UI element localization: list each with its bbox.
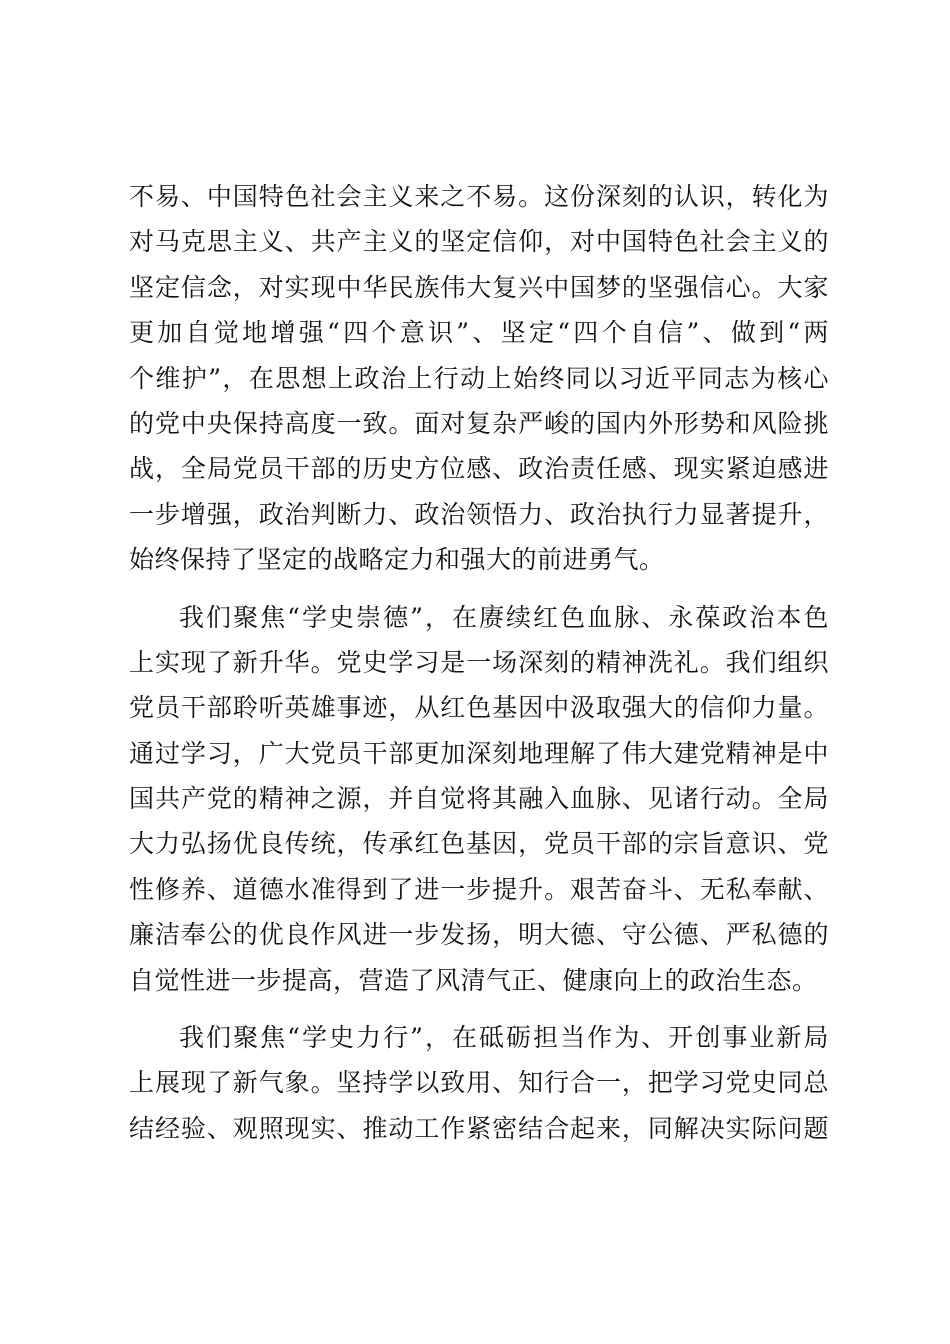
text-line: 上展现了新气象。坚持学以致用、知行合一，把学习党史同总 — [129, 1068, 829, 1098]
text-line: 大力弘扬优良传统，传承红色基因，党员干部的宗旨意识、党 — [129, 829, 829, 859]
text-line: 性修养、道德水准得到了进一步提升。艰苦奋斗、无私奉献、 — [129, 874, 829, 904]
text-line: 的党中央保持高度一致。面对复杂严峻的国内外形势和风险挑 — [129, 408, 829, 438]
text-line: 自觉性进一步提高，营造了风清气正、健康向上的政治生态。 — [129, 965, 818, 995]
text-line: 上实现了新升华。党史学习是一场深刻的精神洗礼。我们组织 — [129, 647, 829, 677]
text-line: 国共产党的精神之源，并自觉将其融入血脉、见诸行动。全局 — [129, 784, 829, 814]
paragraph-3 — [129, 1015, 829, 1151]
text-line: 战，全局党员干部的历史方位感、政治责任感、现实紧迫感进 — [129, 454, 829, 484]
text-line: 通过学习，广大党员干部更加深刻地理解了伟大建党精神是中 — [129, 738, 829, 768]
text-line: 廉洁奉公的优良作风进一步发扬，明大德、守公德、严私德的 — [129, 920, 829, 950]
text-line: 坚定信念，对实现中华民族伟大复兴中国梦的坚强信心。大家 — [129, 272, 829, 302]
text-line: 始终保持了坚定的战略定力和强大的前进勇气。 — [129, 545, 665, 575]
paragraph-1 — [129, 174, 829, 583]
text-line: 更加自觉地增强“四个意识”、坚定“四个自信”、做到“两 — [129, 318, 829, 348]
body-text — [129, 174, 829, 1151]
text-line: 我们聚焦“学史崇德”，在赓续红色血脉、永葆政治本色 — [179, 602, 829, 632]
paragraph-2 — [129, 595, 829, 1004]
text-line: 结经验、观照现实、推动工作紧密结合起来，同解决实际问题 — [129, 1113, 829, 1143]
text-line: 一步增强，政治判断力、政治领悟力、政治执行力显著提升， — [129, 499, 829, 529]
text-line: 不易、中国特色社会主义来之不易。这份深刻的认识，转化为 — [129, 182, 829, 211]
text-line: 对马克思主义、共产主义的坚定信仰，对中国特色社会主义的 — [129, 227, 829, 257]
text-line: 个维护”，在思想上政治上行动上始终同以习近平同志为核心 — [129, 363, 829, 393]
text-line: 党员干部聆听英雄事迹，从红色基因中汲取强大的信仰力量。 — [129, 693, 829, 723]
text-line: 我们聚焦“学史力行”，在砥砺担当作为、开创事业新局 — [179, 1023, 829, 1053]
